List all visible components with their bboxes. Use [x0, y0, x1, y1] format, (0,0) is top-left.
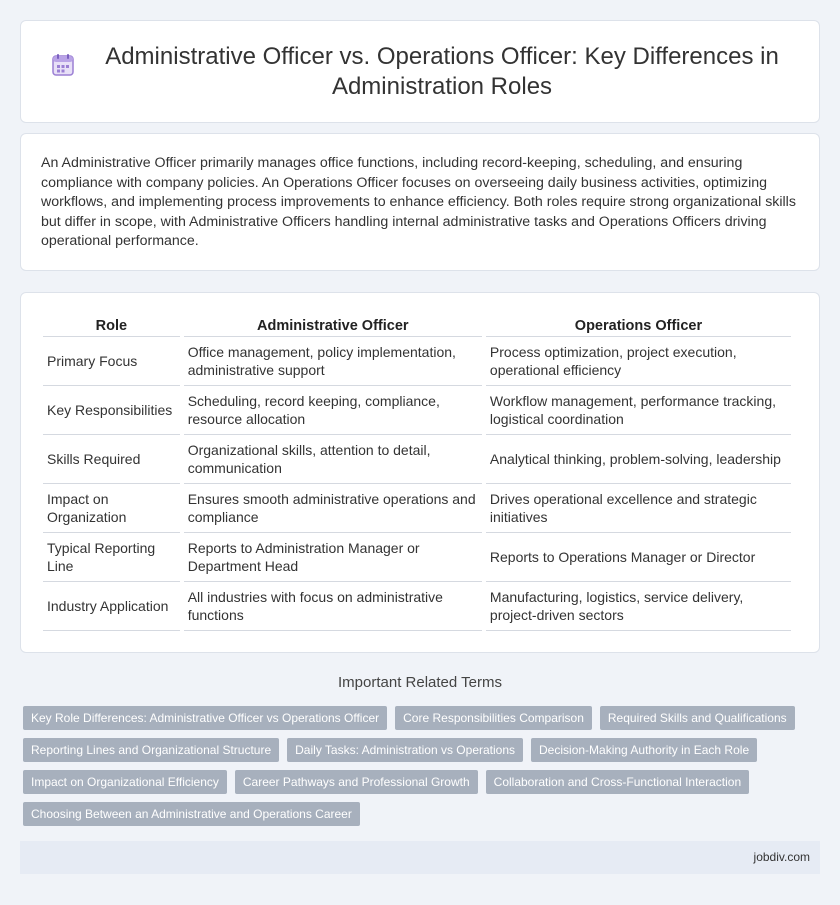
table-cell: Manufacturing, logistics, service delivery, project-driven sectors [486, 582, 791, 631]
row-label-cell: Primary Focus [43, 337, 180, 386]
table-row [43, 386, 791, 435]
table-cell: Analytical thinking, problem-solving, leadership [486, 435, 791, 484]
table-cell: All industries with focus on administrative functions [184, 582, 482, 631]
header-card [20, 20, 820, 123]
footer [20, 841, 820, 874]
related-term-tag[interactable]: Decision-Making Authority in Each Role [531, 738, 757, 762]
related-term-tag[interactable]: Required Skills and Qualifications [600, 706, 795, 730]
comparison-table [39, 311, 795, 631]
row-label-cell: Impact on Organization [43, 484, 180, 533]
related-term-tag[interactable]: Career Pathways and Professional Growth [235, 770, 478, 794]
table-cell: Organizational skills, attention to detail, communication [184, 435, 482, 484]
related-term-tag[interactable]: Collaboration and Cross-Functional Interaction [486, 770, 749, 794]
intro-paragraph: An Administrative Officer primarily manages office functions, including record-keeping, scheduling, and ensuring compliance with company policies. An Operations Officer focuses on overseeing daily business activities, optimizing workflows, and implementing process improvements to enhance efficiency. Both roles require strong organizational skills but differ in scope, with Administrative Officers handling internal administrative tasks and Operations Officers driving operational performance. [41, 155, 796, 249]
related-terms-list [23, 706, 813, 826]
table-row [43, 435, 791, 484]
related-term-tag[interactable]: Core Responsibilities Comparison [395, 706, 592, 730]
table-cell: Scheduling, record keeping, compliance, resource allocation [184, 386, 482, 435]
row-label-cell: Industry Application [43, 582, 180, 631]
row-label-cell: Skills Required [43, 435, 180, 484]
table-cell: Workflow management, performance tracking, logistical coordination [486, 386, 791, 435]
column-header: Administrative Officer [184, 311, 482, 337]
table-row [43, 337, 791, 386]
page-title: Administrative Officer vs. Operations Officer: Key Differences in Administration Roles [105, 42, 779, 100]
column-header: Operations Officer [486, 311, 791, 337]
table-cell: Drives operational excellence and strategic initiatives [486, 484, 791, 533]
row-label-cell: Key Responsibilities [43, 386, 180, 435]
comparison-table-card [20, 292, 820, 653]
table-cell: Process optimization, project execution, operational efficiency [486, 337, 791, 386]
table-row [43, 533, 791, 582]
table-header-row [43, 311, 791, 337]
related-terms-title: Important Related Terms [338, 674, 502, 691]
table-row [43, 582, 791, 631]
table-cell: Reports to Operations Manager or Director [486, 533, 791, 582]
table-cell: Reports to Administration Manager or Department Head [184, 533, 482, 582]
table-cell: Office management, policy implementation, administrative support [184, 337, 482, 386]
footer-site-link[interactable]: jobdiv.com [753, 850, 810, 864]
intro-card [20, 133, 820, 271]
calendar-icon [50, 52, 76, 78]
related-term-tag[interactable]: Choosing Between an Administrative and Operations Career [23, 802, 360, 826]
related-term-tag[interactable]: Impact on Organizational Efficiency [23, 770, 227, 794]
table-row [43, 484, 791, 533]
related-term-tag[interactable]: Daily Tasks: Administration vs Operations [287, 738, 523, 762]
table-cell: Ensures smooth administrative operations and compliance [184, 484, 482, 533]
column-header: Role [43, 311, 180, 337]
related-term-tag[interactable]: Key Role Differences: Administrative Officer vs Operations Officer [23, 706, 387, 730]
row-label-cell: Typical Reporting Line [43, 533, 180, 582]
related-term-tag[interactable]: Reporting Lines and Organizational Structure [23, 738, 279, 762]
